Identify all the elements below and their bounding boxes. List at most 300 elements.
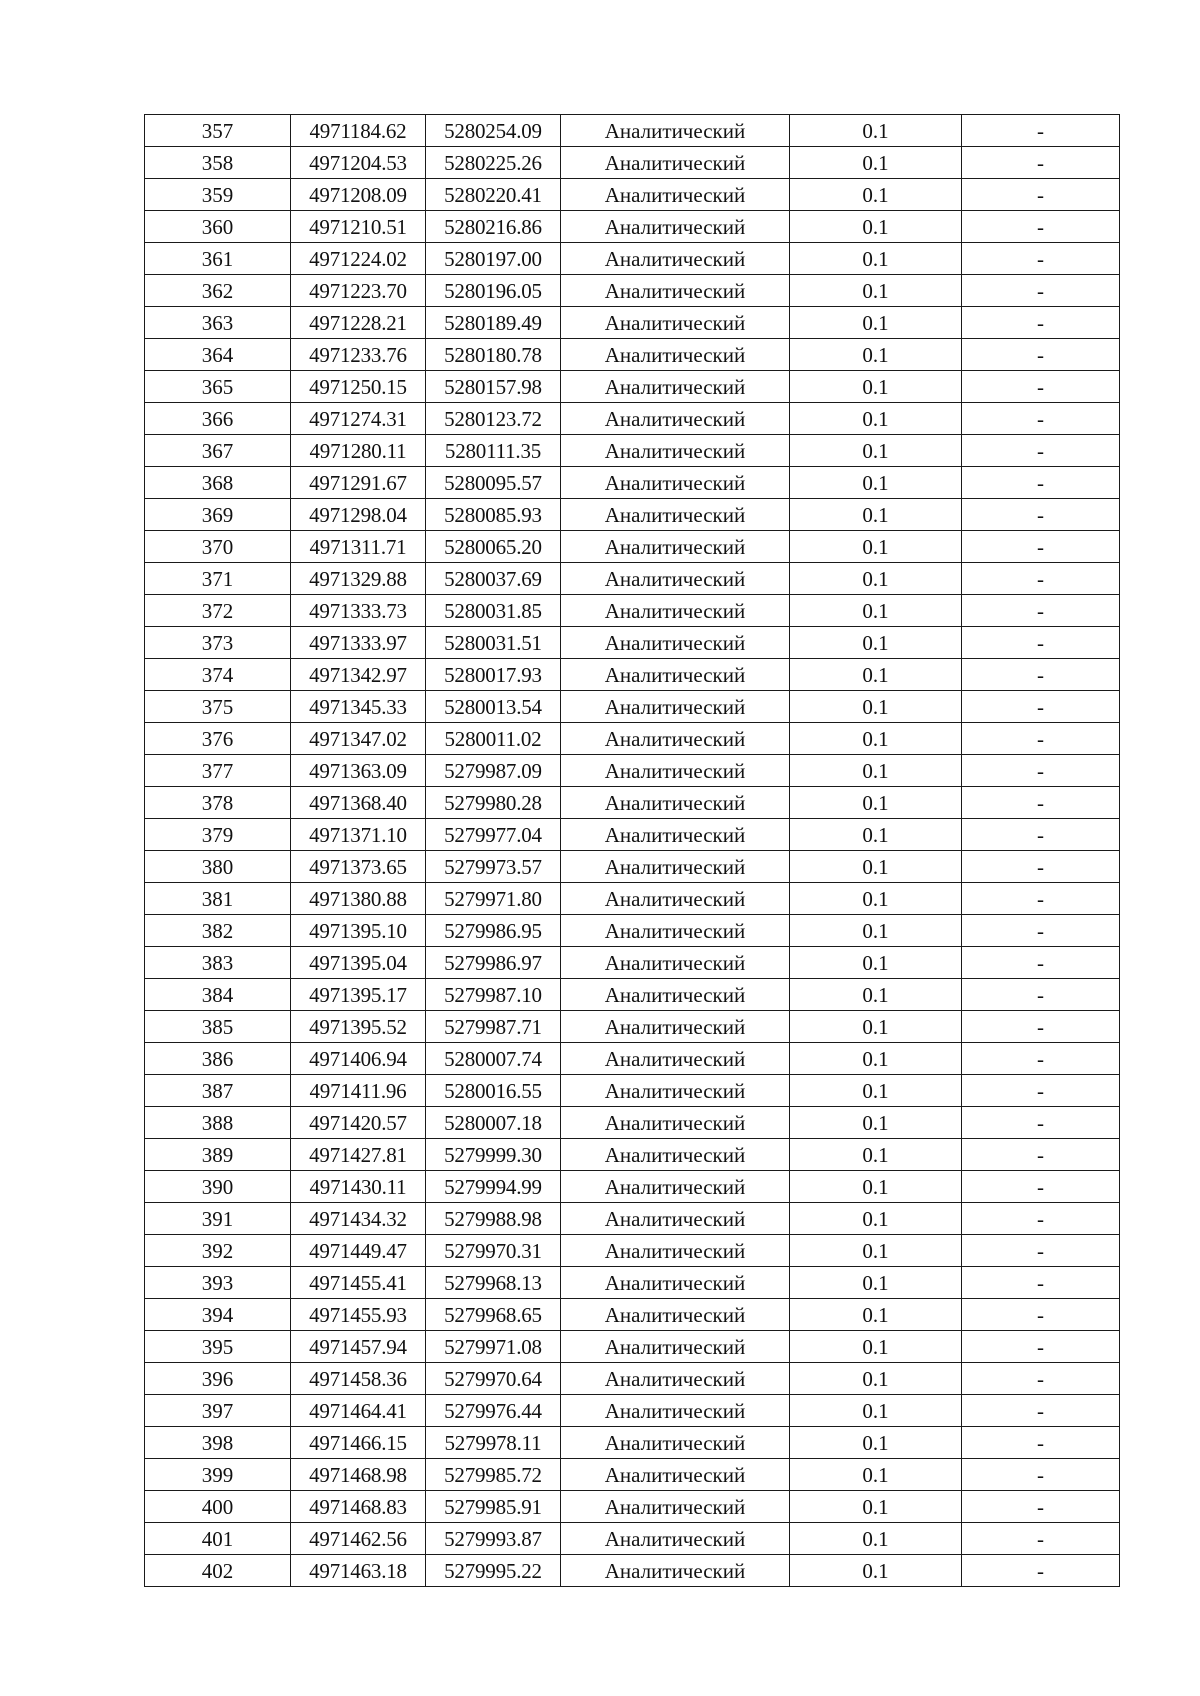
method-cell: Аналитический: [561, 1331, 790, 1363]
accuracy-cell: 0.1: [790, 1331, 962, 1363]
method-cell: Аналитический: [561, 819, 790, 851]
point-number-cell: 366: [145, 403, 291, 435]
accuracy-cell: 0.1: [790, 339, 962, 371]
accuracy-cell: 0.1: [790, 147, 962, 179]
method-cell: Аналитический: [561, 1555, 790, 1587]
x-coordinate-cell: 4971462.56: [291, 1523, 426, 1555]
accuracy-cell: 0.1: [790, 979, 962, 1011]
point-number-cell: 370: [145, 531, 291, 563]
point-number-cell: 399: [145, 1459, 291, 1491]
table-row: [145, 243, 1120, 275]
table-row: [145, 1491, 1120, 1523]
coordinates-table-body: [145, 115, 1120, 1587]
table-row: [145, 339, 1120, 371]
point-number-cell: 384: [145, 979, 291, 1011]
accuracy-cell: 0.1: [790, 755, 962, 787]
table-row: [145, 1203, 1120, 1235]
table-row: [145, 723, 1120, 755]
x-coordinate-cell: 4971380.88: [291, 883, 426, 915]
point-number-cell: 383: [145, 947, 291, 979]
y-coordinate-cell: 5279999.30: [426, 1139, 561, 1171]
accuracy-cell: 0.1: [790, 1299, 962, 1331]
note-cell: -: [962, 1171, 1120, 1203]
point-number-cell: 372: [145, 595, 291, 627]
method-cell: Аналитический: [561, 531, 790, 563]
x-coordinate-cell: 4971457.94: [291, 1331, 426, 1363]
accuracy-cell: 0.1: [790, 1235, 962, 1267]
method-cell: Аналитический: [561, 755, 790, 787]
y-coordinate-cell: 5280111.35: [426, 435, 561, 467]
accuracy-cell: 0.1: [790, 467, 962, 499]
method-cell: Аналитический: [561, 435, 790, 467]
note-cell: -: [962, 627, 1120, 659]
method-cell: Аналитический: [561, 467, 790, 499]
note-cell: -: [962, 1491, 1120, 1523]
accuracy-cell: 0.1: [790, 275, 962, 307]
x-coordinate-cell: 4971210.51: [291, 211, 426, 243]
y-coordinate-cell: 5280017.93: [426, 659, 561, 691]
table-row: [145, 179, 1120, 211]
x-coordinate-cell: 4971464.41: [291, 1395, 426, 1427]
y-coordinate-cell: 5280196.05: [426, 275, 561, 307]
y-coordinate-cell: 5279971.80: [426, 883, 561, 915]
x-coordinate-cell: 4971411.96: [291, 1075, 426, 1107]
note-cell: -: [962, 691, 1120, 723]
x-coordinate-cell: 4971420.57: [291, 1107, 426, 1139]
note-cell: -: [962, 467, 1120, 499]
accuracy-cell: 0.1: [790, 499, 962, 531]
accuracy-cell: 0.1: [790, 403, 962, 435]
method-cell: Аналитический: [561, 979, 790, 1011]
note-cell: -: [962, 723, 1120, 755]
y-coordinate-cell: 5279994.99: [426, 1171, 561, 1203]
accuracy-cell: 0.1: [790, 1491, 962, 1523]
note-cell: -: [962, 947, 1120, 979]
x-coordinate-cell: 4971250.15: [291, 371, 426, 403]
y-coordinate-cell: 5280157.98: [426, 371, 561, 403]
x-coordinate-cell: 4971233.76: [291, 339, 426, 371]
note-cell: -: [962, 1011, 1120, 1043]
table-row: [145, 1107, 1120, 1139]
method-cell: Аналитический: [561, 339, 790, 371]
table-row: [145, 403, 1120, 435]
y-coordinate-cell: 5280007.18: [426, 1107, 561, 1139]
note-cell: -: [962, 403, 1120, 435]
x-coordinate-cell: 4971223.70: [291, 275, 426, 307]
method-cell: Аналитический: [561, 787, 790, 819]
method-cell: Аналитический: [561, 115, 790, 147]
table-row: [145, 1171, 1120, 1203]
point-number-cell: 388: [145, 1107, 291, 1139]
method-cell: Аналитический: [561, 915, 790, 947]
table-row: [145, 1523, 1120, 1555]
x-coordinate-cell: 4971224.02: [291, 243, 426, 275]
accuracy-cell: 0.1: [790, 531, 962, 563]
x-coordinate-cell: 4971184.62: [291, 115, 426, 147]
method-cell: Аналитический: [561, 1491, 790, 1523]
accuracy-cell: 0.1: [790, 883, 962, 915]
point-number-cell: 394: [145, 1299, 291, 1331]
point-number-cell: 400: [145, 1491, 291, 1523]
table-row: [145, 947, 1120, 979]
x-coordinate-cell: 4971395.04: [291, 947, 426, 979]
note-cell: -: [962, 1459, 1120, 1491]
y-coordinate-cell: 5279976.44: [426, 1395, 561, 1427]
y-coordinate-cell: 5280220.41: [426, 179, 561, 211]
accuracy-cell: 0.1: [790, 1459, 962, 1491]
y-coordinate-cell: 5279986.95: [426, 915, 561, 947]
point-number-cell: 381: [145, 883, 291, 915]
y-coordinate-cell: 5279985.72: [426, 1459, 561, 1491]
point-number-cell: 374: [145, 659, 291, 691]
accuracy-cell: 0.1: [790, 787, 962, 819]
note-cell: -: [962, 371, 1120, 403]
point-number-cell: 375: [145, 691, 291, 723]
method-cell: Аналитический: [561, 1459, 790, 1491]
method-cell: Аналитический: [561, 595, 790, 627]
x-coordinate-cell: 4971395.17: [291, 979, 426, 1011]
y-coordinate-cell: 5280189.49: [426, 307, 561, 339]
accuracy-cell: 0.1: [790, 179, 962, 211]
point-number-cell: 376: [145, 723, 291, 755]
y-coordinate-cell: 5279987.10: [426, 979, 561, 1011]
table-row: [145, 1363, 1120, 1395]
method-cell: Аналитический: [561, 1427, 790, 1459]
note-cell: -: [962, 115, 1120, 147]
note-cell: -: [962, 1427, 1120, 1459]
table-row: [145, 787, 1120, 819]
x-coordinate-cell: 4971333.97: [291, 627, 426, 659]
method-cell: Аналитический: [561, 1267, 790, 1299]
accuracy-cell: 0.1: [790, 595, 962, 627]
accuracy-cell: 0.1: [790, 1267, 962, 1299]
y-coordinate-cell: 5280011.02: [426, 723, 561, 755]
note-cell: -: [962, 1139, 1120, 1171]
method-cell: Аналитический: [561, 243, 790, 275]
y-coordinate-cell: 5280095.57: [426, 467, 561, 499]
method-cell: Аналитический: [561, 851, 790, 883]
x-coordinate-cell: 4971373.65: [291, 851, 426, 883]
x-coordinate-cell: 4971347.02: [291, 723, 426, 755]
method-cell: Аналитический: [561, 659, 790, 691]
table-row: [145, 307, 1120, 339]
table-row: [145, 1331, 1120, 1363]
accuracy-cell: 0.1: [790, 691, 962, 723]
table-row: [145, 115, 1120, 147]
y-coordinate-cell: 5280065.20: [426, 531, 561, 563]
accuracy-cell: 0.1: [790, 723, 962, 755]
method-cell: Аналитический: [561, 691, 790, 723]
x-coordinate-cell: 4971208.09: [291, 179, 426, 211]
table-row: [145, 1075, 1120, 1107]
y-coordinate-cell: 5280016.55: [426, 1075, 561, 1107]
point-number-cell: 367: [145, 435, 291, 467]
method-cell: Аналитический: [561, 1107, 790, 1139]
table-row: [145, 1011, 1120, 1043]
point-number-cell: 362: [145, 275, 291, 307]
point-number-cell: 392: [145, 1235, 291, 1267]
y-coordinate-cell: 5280031.51: [426, 627, 561, 659]
note-cell: -: [962, 659, 1120, 691]
point-number-cell: 387: [145, 1075, 291, 1107]
note-cell: -: [962, 147, 1120, 179]
note-cell: -: [962, 755, 1120, 787]
point-number-cell: 359: [145, 179, 291, 211]
note-cell: -: [962, 595, 1120, 627]
accuracy-cell: 0.1: [790, 1075, 962, 1107]
method-cell: Аналитический: [561, 1395, 790, 1427]
table-row: [145, 435, 1120, 467]
point-number-cell: 390: [145, 1171, 291, 1203]
y-coordinate-cell: 5280225.26: [426, 147, 561, 179]
x-coordinate-cell: 4971449.47: [291, 1235, 426, 1267]
note-cell: -: [962, 211, 1120, 243]
point-number-cell: 377: [145, 755, 291, 787]
point-number-cell: 371: [145, 563, 291, 595]
method-cell: Аналитический: [561, 1235, 790, 1267]
point-number-cell: 398: [145, 1427, 291, 1459]
note-cell: -: [962, 499, 1120, 531]
x-coordinate-cell: 4971345.33: [291, 691, 426, 723]
note-cell: -: [962, 1363, 1120, 1395]
x-coordinate-cell: 4971274.31: [291, 403, 426, 435]
y-coordinate-cell: 5280180.78: [426, 339, 561, 371]
table-row: [145, 1427, 1120, 1459]
note-cell: -: [962, 1331, 1120, 1363]
method-cell: Аналитический: [561, 947, 790, 979]
table-row: [145, 1235, 1120, 1267]
accuracy-cell: 0.1: [790, 1107, 962, 1139]
note-cell: -: [962, 339, 1120, 371]
y-coordinate-cell: 5279970.64: [426, 1363, 561, 1395]
method-cell: Аналитический: [561, 1171, 790, 1203]
table-row: [145, 1555, 1120, 1587]
method-cell: Аналитический: [561, 1363, 790, 1395]
table-row: [145, 851, 1120, 883]
coordinates-table: [144, 114, 1120, 1587]
note-cell: -: [962, 435, 1120, 467]
point-number-cell: 364: [145, 339, 291, 371]
accuracy-cell: 0.1: [790, 211, 962, 243]
point-number-cell: 386: [145, 1043, 291, 1075]
y-coordinate-cell: 5279977.04: [426, 819, 561, 851]
point-number-cell: 373: [145, 627, 291, 659]
point-number-cell: 357: [145, 115, 291, 147]
table-row: [145, 1267, 1120, 1299]
method-cell: Аналитический: [561, 211, 790, 243]
note-cell: -: [962, 563, 1120, 595]
y-coordinate-cell: 5279987.71: [426, 1011, 561, 1043]
note-cell: -: [962, 787, 1120, 819]
table-row: [145, 531, 1120, 563]
y-coordinate-cell: 5280037.69: [426, 563, 561, 595]
table-row: [145, 467, 1120, 499]
y-coordinate-cell: 5279987.09: [426, 755, 561, 787]
note-cell: -: [962, 1555, 1120, 1587]
note-cell: -: [962, 1043, 1120, 1075]
x-coordinate-cell: 4971463.18: [291, 1555, 426, 1587]
y-coordinate-cell: 5280085.93: [426, 499, 561, 531]
note-cell: -: [962, 1075, 1120, 1107]
note-cell: -: [962, 1299, 1120, 1331]
table-row: [145, 1299, 1120, 1331]
accuracy-cell: 0.1: [790, 1139, 962, 1171]
method-cell: Аналитический: [561, 1203, 790, 1235]
method-cell: Аналитический: [561, 275, 790, 307]
table-row: [145, 1139, 1120, 1171]
x-coordinate-cell: 4971430.11: [291, 1171, 426, 1203]
point-number-cell: 361: [145, 243, 291, 275]
x-coordinate-cell: 4971368.40: [291, 787, 426, 819]
point-number-cell: 396: [145, 1363, 291, 1395]
point-number-cell: 402: [145, 1555, 291, 1587]
point-number-cell: 360: [145, 211, 291, 243]
table-row: [145, 371, 1120, 403]
accuracy-cell: 0.1: [790, 243, 962, 275]
point-number-cell: 385: [145, 1011, 291, 1043]
y-coordinate-cell: 5279988.98: [426, 1203, 561, 1235]
x-coordinate-cell: 4971434.32: [291, 1203, 426, 1235]
point-number-cell: 401: [145, 1523, 291, 1555]
x-coordinate-cell: 4971371.10: [291, 819, 426, 851]
y-coordinate-cell: 5279986.97: [426, 947, 561, 979]
method-cell: Аналитический: [561, 499, 790, 531]
note-cell: -: [962, 531, 1120, 563]
point-number-cell: 393: [145, 1267, 291, 1299]
accuracy-cell: 0.1: [790, 851, 962, 883]
y-coordinate-cell: 5279980.28: [426, 787, 561, 819]
point-number-cell: 358: [145, 147, 291, 179]
table-row: [145, 147, 1120, 179]
x-coordinate-cell: 4971291.67: [291, 467, 426, 499]
table-row: [145, 883, 1120, 915]
x-coordinate-cell: 4971455.41: [291, 1267, 426, 1299]
point-number-cell: 389: [145, 1139, 291, 1171]
y-coordinate-cell: 5279978.11: [426, 1427, 561, 1459]
y-coordinate-cell: 5279995.22: [426, 1555, 561, 1587]
x-coordinate-cell: 4971342.97: [291, 659, 426, 691]
accuracy-cell: 0.1: [790, 915, 962, 947]
method-cell: Аналитический: [561, 627, 790, 659]
table-row: [145, 755, 1120, 787]
note-cell: -: [962, 851, 1120, 883]
point-number-cell: 369: [145, 499, 291, 531]
x-coordinate-cell: 4971280.11: [291, 435, 426, 467]
table-row: [145, 1395, 1120, 1427]
x-coordinate-cell: 4971466.15: [291, 1427, 426, 1459]
note-cell: -: [962, 179, 1120, 211]
point-number-cell: 368: [145, 467, 291, 499]
accuracy-cell: 0.1: [790, 435, 962, 467]
accuracy-cell: 0.1: [790, 1523, 962, 1555]
point-number-cell: 397: [145, 1395, 291, 1427]
method-cell: Аналитический: [561, 403, 790, 435]
note-cell: -: [962, 915, 1120, 947]
table-row: [145, 563, 1120, 595]
table-row: [145, 1459, 1120, 1491]
accuracy-cell: 0.1: [790, 1203, 962, 1235]
table-row: [145, 211, 1120, 243]
note-cell: -: [962, 1107, 1120, 1139]
accuracy-cell: 0.1: [790, 1555, 962, 1587]
accuracy-cell: 0.1: [790, 947, 962, 979]
note-cell: -: [962, 1267, 1120, 1299]
x-coordinate-cell: 4971311.71: [291, 531, 426, 563]
method-cell: Аналитический: [561, 723, 790, 755]
note-cell: -: [962, 243, 1120, 275]
x-coordinate-cell: 4971333.73: [291, 595, 426, 627]
method-cell: Аналитический: [561, 563, 790, 595]
method-cell: Аналитический: [561, 307, 790, 339]
table-row: [145, 499, 1120, 531]
y-coordinate-cell: 5280007.74: [426, 1043, 561, 1075]
accuracy-cell: 0.1: [790, 1363, 962, 1395]
y-coordinate-cell: 5280254.09: [426, 115, 561, 147]
y-coordinate-cell: 5280216.86: [426, 211, 561, 243]
y-coordinate-cell: 5279968.65: [426, 1299, 561, 1331]
note-cell: -: [962, 307, 1120, 339]
x-coordinate-cell: 4971363.09: [291, 755, 426, 787]
y-coordinate-cell: 5279993.87: [426, 1523, 561, 1555]
point-number-cell: 379: [145, 819, 291, 851]
accuracy-cell: 0.1: [790, 307, 962, 339]
method-cell: Аналитический: [561, 1523, 790, 1555]
x-coordinate-cell: 4971298.04: [291, 499, 426, 531]
accuracy-cell: 0.1: [790, 1011, 962, 1043]
x-coordinate-cell: 4971204.53: [291, 147, 426, 179]
accuracy-cell: 0.1: [790, 1043, 962, 1075]
y-coordinate-cell: 5280123.72: [426, 403, 561, 435]
y-coordinate-cell: 5279971.08: [426, 1331, 561, 1363]
x-coordinate-cell: 4971468.83: [291, 1491, 426, 1523]
note-cell: -: [962, 1523, 1120, 1555]
note-cell: -: [962, 979, 1120, 1011]
accuracy-cell: 0.1: [790, 371, 962, 403]
point-number-cell: 391: [145, 1203, 291, 1235]
note-cell: -: [962, 883, 1120, 915]
point-number-cell: 395: [145, 1331, 291, 1363]
method-cell: Аналитический: [561, 179, 790, 211]
y-coordinate-cell: 5280031.85: [426, 595, 561, 627]
note-cell: -: [962, 1203, 1120, 1235]
note-cell: -: [962, 1235, 1120, 1267]
accuracy-cell: 0.1: [790, 659, 962, 691]
method-cell: Аналитический: [561, 1139, 790, 1171]
table-row: [145, 659, 1120, 691]
method-cell: Аналитический: [561, 1011, 790, 1043]
table-row: [145, 627, 1120, 659]
accuracy-cell: 0.1: [790, 1395, 962, 1427]
x-coordinate-cell: 4971329.88: [291, 563, 426, 595]
y-coordinate-cell: 5279985.91: [426, 1491, 561, 1523]
accuracy-cell: 0.1: [790, 819, 962, 851]
table-row: [145, 1043, 1120, 1075]
method-cell: Аналитический: [561, 1043, 790, 1075]
table-row: [145, 595, 1120, 627]
method-cell: Аналитический: [561, 147, 790, 179]
x-coordinate-cell: 4971468.98: [291, 1459, 426, 1491]
point-number-cell: 382: [145, 915, 291, 947]
point-number-cell: 363: [145, 307, 291, 339]
method-cell: Аналитический: [561, 371, 790, 403]
note-cell: -: [962, 1395, 1120, 1427]
point-number-cell: 380: [145, 851, 291, 883]
note-cell: -: [962, 275, 1120, 307]
method-cell: Аналитический: [561, 1075, 790, 1107]
table-row: [145, 979, 1120, 1011]
x-coordinate-cell: 4971395.52: [291, 1011, 426, 1043]
x-coordinate-cell: 4971458.36: [291, 1363, 426, 1395]
